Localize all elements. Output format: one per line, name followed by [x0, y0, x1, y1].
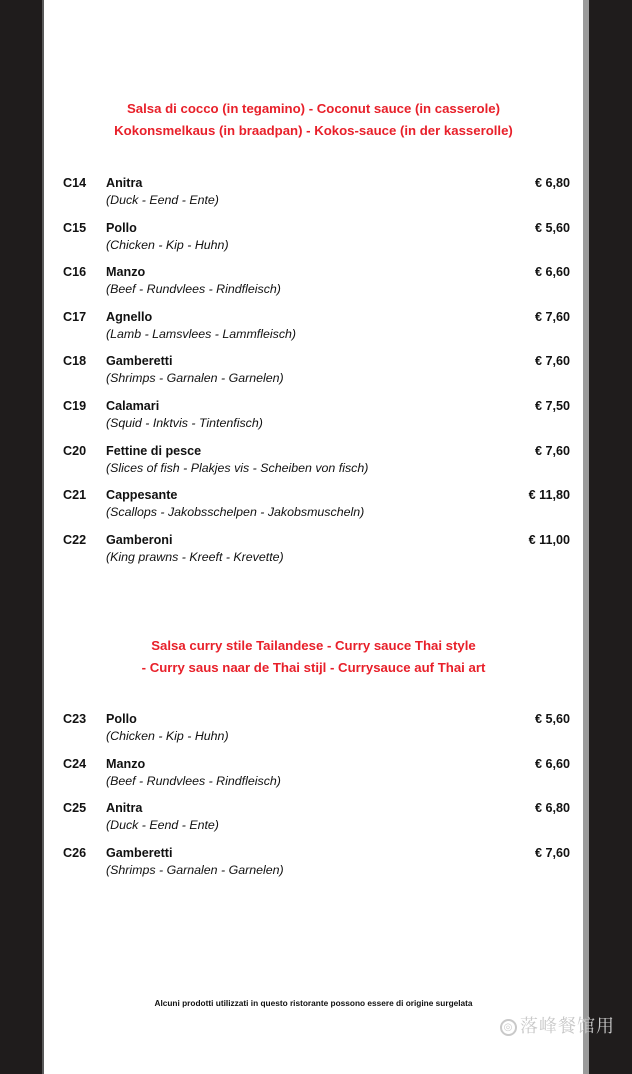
- item-description: (King prawns - Kreeft - Krevette): [106, 550, 284, 564]
- item-code: C21: [63, 488, 87, 502]
- item-price: € 6,80: [534, 176, 570, 190]
- item-price: € 7,50: [534, 399, 570, 413]
- item-code: C25: [63, 801, 87, 815]
- menu-page: [44, 0, 583, 1074]
- menu-item: [44, 265, 583, 305]
- menu-item: [44, 801, 583, 841]
- item-description: (Shrimps - Garnalen - Garnelen): [106, 371, 284, 385]
- item-price: € 7,60: [534, 310, 570, 324]
- right-border: [583, 0, 632, 1074]
- watermark-text: 落峰餐馆用: [520, 1016, 615, 1037]
- item-name: Anitra: [106, 176, 143, 190]
- watermark: [500, 1012, 615, 1038]
- menu-item: [44, 846, 583, 886]
- item-name: Cappesante: [106, 488, 178, 502]
- item-code: C24: [63, 757, 87, 771]
- menu-item: [44, 399, 583, 439]
- item-description: (Squid - Inktvis - Tintenfisch): [106, 416, 263, 430]
- item-price: € 5,60: [534, 221, 570, 235]
- item-price: € 7,60: [534, 444, 570, 458]
- section-title-curry-line2: - Curry saus naar de Thai stijl - Currysauce auf Thai art: [141, 660, 486, 675]
- item-description: (Chicken - Kip - Huhn): [106, 729, 229, 743]
- item-code: C14: [63, 176, 87, 190]
- item-name: Manzo: [106, 757, 146, 771]
- watermark-camera-icon: ◎: [500, 1019, 517, 1036]
- menu-item: [44, 176, 583, 216]
- item-code: C22: [63, 533, 87, 547]
- item-code: C16: [63, 265, 87, 279]
- item-description: (Lamb - Lamsvlees - Lammfleisch): [106, 327, 297, 341]
- item-code: C23: [63, 712, 87, 726]
- item-name: Calamari: [106, 399, 160, 413]
- item-code: C20: [63, 444, 87, 458]
- menu-item: [44, 221, 583, 261]
- item-description: (Beef - Rundvlees - Rindfleisch): [106, 774, 281, 788]
- item-name: Agnello: [106, 310, 153, 324]
- item-code: C18: [63, 354, 87, 368]
- item-name: Gamberoni: [106, 533, 173, 547]
- menu-item: [44, 757, 583, 797]
- item-code: C19: [63, 399, 87, 413]
- item-name: Manzo: [106, 265, 146, 279]
- menu-item: [44, 533, 583, 573]
- menu-item: [44, 354, 583, 394]
- item-price: € 6,60: [534, 757, 570, 771]
- item-description: (Shrimps - Garnalen - Garnelen): [106, 863, 284, 877]
- item-price: € 6,80: [534, 801, 570, 815]
- item-price: € 7,60: [534, 354, 570, 368]
- section-title-coconut-line1: Salsa di cocco (in tegamino) - Coconut sauce (in casserole): [126, 101, 500, 116]
- menu-item: [44, 488, 583, 528]
- left-border: [0, 0, 44, 1074]
- frozen-products-footnote: Alcuni prodotti utilizzati in questo ristorante possono essere di origine surgelata: [154, 998, 473, 1008]
- item-price: € 11,00: [528, 533, 570, 547]
- item-name: Pollo: [106, 221, 137, 235]
- item-description: (Chicken - Kip - Huhn): [106, 238, 229, 252]
- item-price: € 7,60: [534, 846, 570, 860]
- item-code: C17: [63, 310, 87, 324]
- menu-item: [44, 712, 583, 752]
- item-description: (Scallops - Jakobsschelpen - Jakobsmuscheln): [106, 505, 365, 519]
- section-title-curry-line1: Salsa curry stile Tailandese - Curry sauce Thai style: [151, 638, 476, 653]
- item-name: Gamberetti: [106, 846, 173, 860]
- item-name: Gamberetti: [106, 354, 173, 368]
- section-title-coconut-line2: Kokonsmelkaus (in braadpan) - Kokos-sauce (in der kasserolle): [114, 123, 513, 138]
- item-name: Anitra: [106, 801, 143, 815]
- item-description: (Duck - Eend - Ente): [106, 193, 219, 207]
- item-code: C15: [63, 221, 87, 235]
- item-description: (Duck - Eend - Ente): [106, 818, 219, 832]
- item-name: Fettine di pesce: [106, 444, 202, 458]
- item-description: (Beef - Rundvlees - Rindfleisch): [106, 282, 281, 296]
- item-price: € 5,60: [534, 712, 570, 726]
- item-code: C26: [63, 846, 87, 860]
- item-name: Pollo: [106, 712, 137, 726]
- item-price: € 11,80: [528, 488, 570, 502]
- item-description: (Slices of fish - Plakjes vis - Scheiben von fisch): [106, 461, 369, 475]
- item-price: € 6,60: [534, 265, 570, 279]
- menu-item: [44, 310, 583, 350]
- menu-item: [44, 444, 583, 484]
